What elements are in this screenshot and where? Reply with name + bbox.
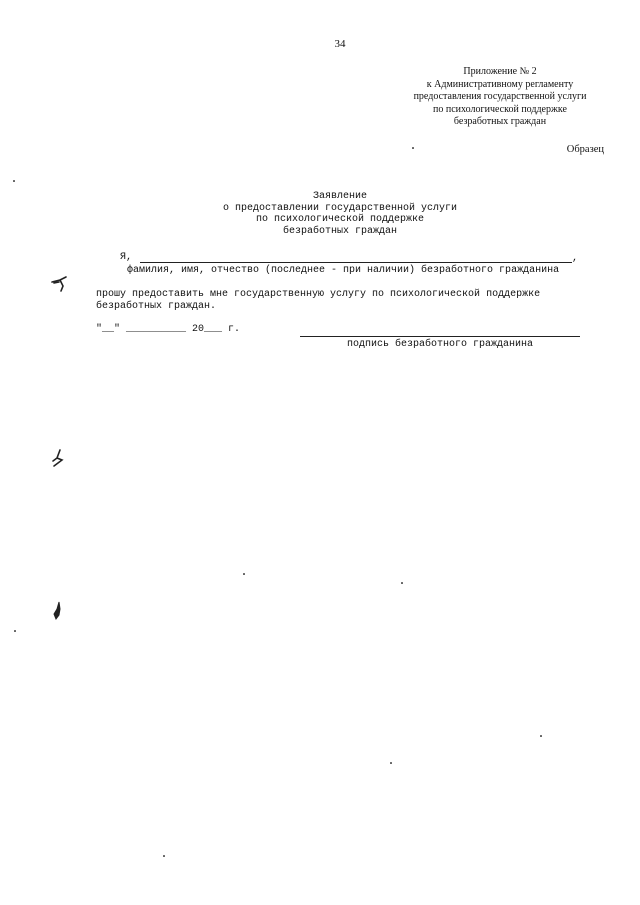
form-title (190, 191, 490, 237)
request-line: безработных граждан. (96, 300, 217, 312)
scan-speck (14, 630, 16, 632)
signature-line (300, 336, 580, 337)
page-number: 34 (334, 38, 346, 50)
scan-speck (412, 147, 414, 149)
appendix-line: к Административному регламенту (426, 78, 574, 90)
request-line: прошу предоставить мне государственную услугу по психологической поддержке (96, 289, 541, 300)
sample-label: Образец (566, 144, 604, 155)
appendix-line: по психологической поддержке (433, 103, 567, 115)
title-line: Заявление (312, 191, 367, 202)
fio-comma: , (572, 253, 579, 264)
punch-mark-icon (50, 274, 70, 294)
fio-caption: фамилия, имя, отчество (последнее - при наличии) безработного гражданина (127, 265, 560, 276)
scan-speck (163, 855, 165, 857)
punch-mark-icon (50, 448, 70, 470)
scan-speck (401, 582, 403, 584)
appendix-line: безработных граждан (453, 116, 547, 127)
signature-caption: подпись безработного гражданина (346, 339, 534, 350)
title-line: о предоставлении государственной услуги (222, 202, 458, 214)
request-text (96, 289, 606, 312)
scan-speck (540, 735, 542, 737)
title-line: по психологической поддержке (255, 214, 425, 225)
fio-blank-line (140, 262, 572, 263)
ya-label: Я, (120, 252, 133, 263)
scan-speck (243, 573, 245, 575)
scan-speck (13, 180, 15, 182)
appendix-block (380, 66, 620, 129)
date-field: "__" __________ 20___ г. (96, 324, 241, 335)
appendix-line: Приложение № 2 (463, 66, 537, 77)
scan-speck (390, 762, 392, 764)
appendix-line: предоставления государственной услуги (413, 91, 587, 102)
punch-mark-icon (50, 600, 66, 622)
title-line: безработных граждан (282, 225, 398, 237)
